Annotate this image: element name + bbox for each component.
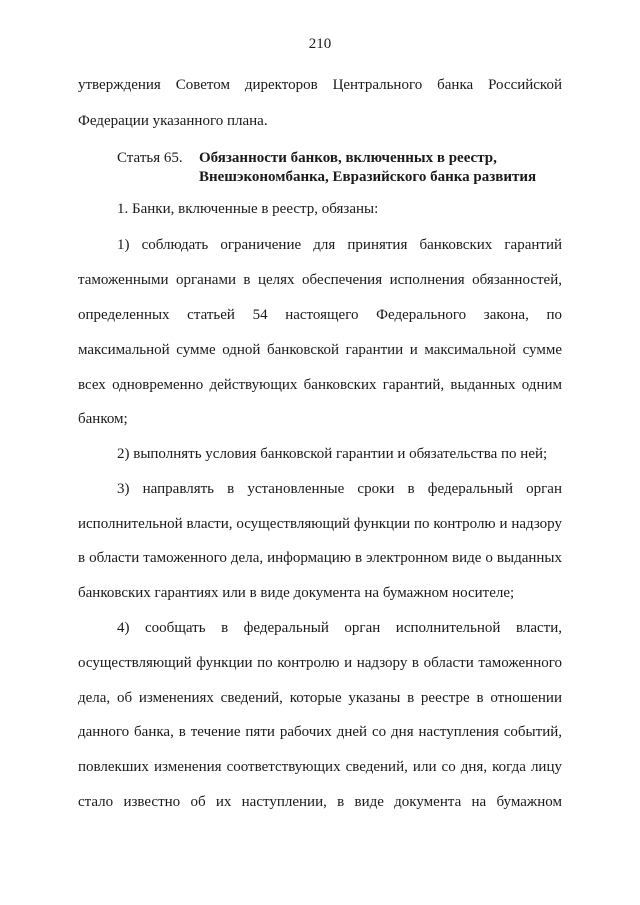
page-number: 210 <box>308 36 332 52</box>
text-line: 3) направлять в установленные сроки в федеральный орган <box>117 481 562 497</box>
text-line: банком; <box>78 411 128 427</box>
text-line: данного банка, в течение пяти рабочих дней со дня наступления событий, <box>78 724 562 740</box>
text-line: дела, об изменениях сведений, которые указаны в реестре в отношении <box>78 690 562 706</box>
article-title <box>199 149 579 187</box>
article-title-line: Обязанности банков, включенных в реестр, <box>199 150 497 166</box>
text-line: 4) сообщать в федеральный орган исполнительной власти, <box>117 620 562 636</box>
text-line: максимальной сумме одной банковской гарантии и максимальной сумме <box>78 342 562 358</box>
article-number: Статья 65. <box>117 150 183 166</box>
paragraph-heading: 1. Банки, включенные в реестр, обязаны: <box>117 201 379 217</box>
text-line: утверждения Советом директоров Центрального банка Российской <box>78 77 562 93</box>
text-line: банковских гарантиях или в виде документа на бумажном носителе; <box>78 585 515 601</box>
article-title-line: Внешэкономбанка, Евразийского банка развития <box>199 169 537 185</box>
text-line: 2) выполнять условия банковской гарантии и обязательства по ней; <box>117 446 548 462</box>
text-line: 1) соблюдать ограничение для принятия банковских гарантий <box>117 237 562 253</box>
text-line: таможенными органами в целях обеспечения исполнения обязанностей, <box>78 272 562 288</box>
text-line: Федерации указанного плана. <box>78 113 268 129</box>
text-line: стало известно об их наступлении, в виде документа на бумажном <box>78 794 562 810</box>
text-line: определенных статьей 54 настоящего Федерального закона, по <box>78 307 562 323</box>
text-line: осуществляющий функции по контролю и надзору в области таможенного <box>78 655 562 671</box>
text-line: всех одновременно действующих банковских гарантий, выданных одним <box>78 377 562 393</box>
text-line: повлекших изменения соответствующих сведений, или со дня, когда лицу <box>78 759 562 775</box>
text-line: исполнительной власти, осуществляющий функции по контролю и надзору <box>78 516 562 532</box>
text-line: в области таможенного дела, информацию в электронном виде о выданных <box>78 550 562 566</box>
